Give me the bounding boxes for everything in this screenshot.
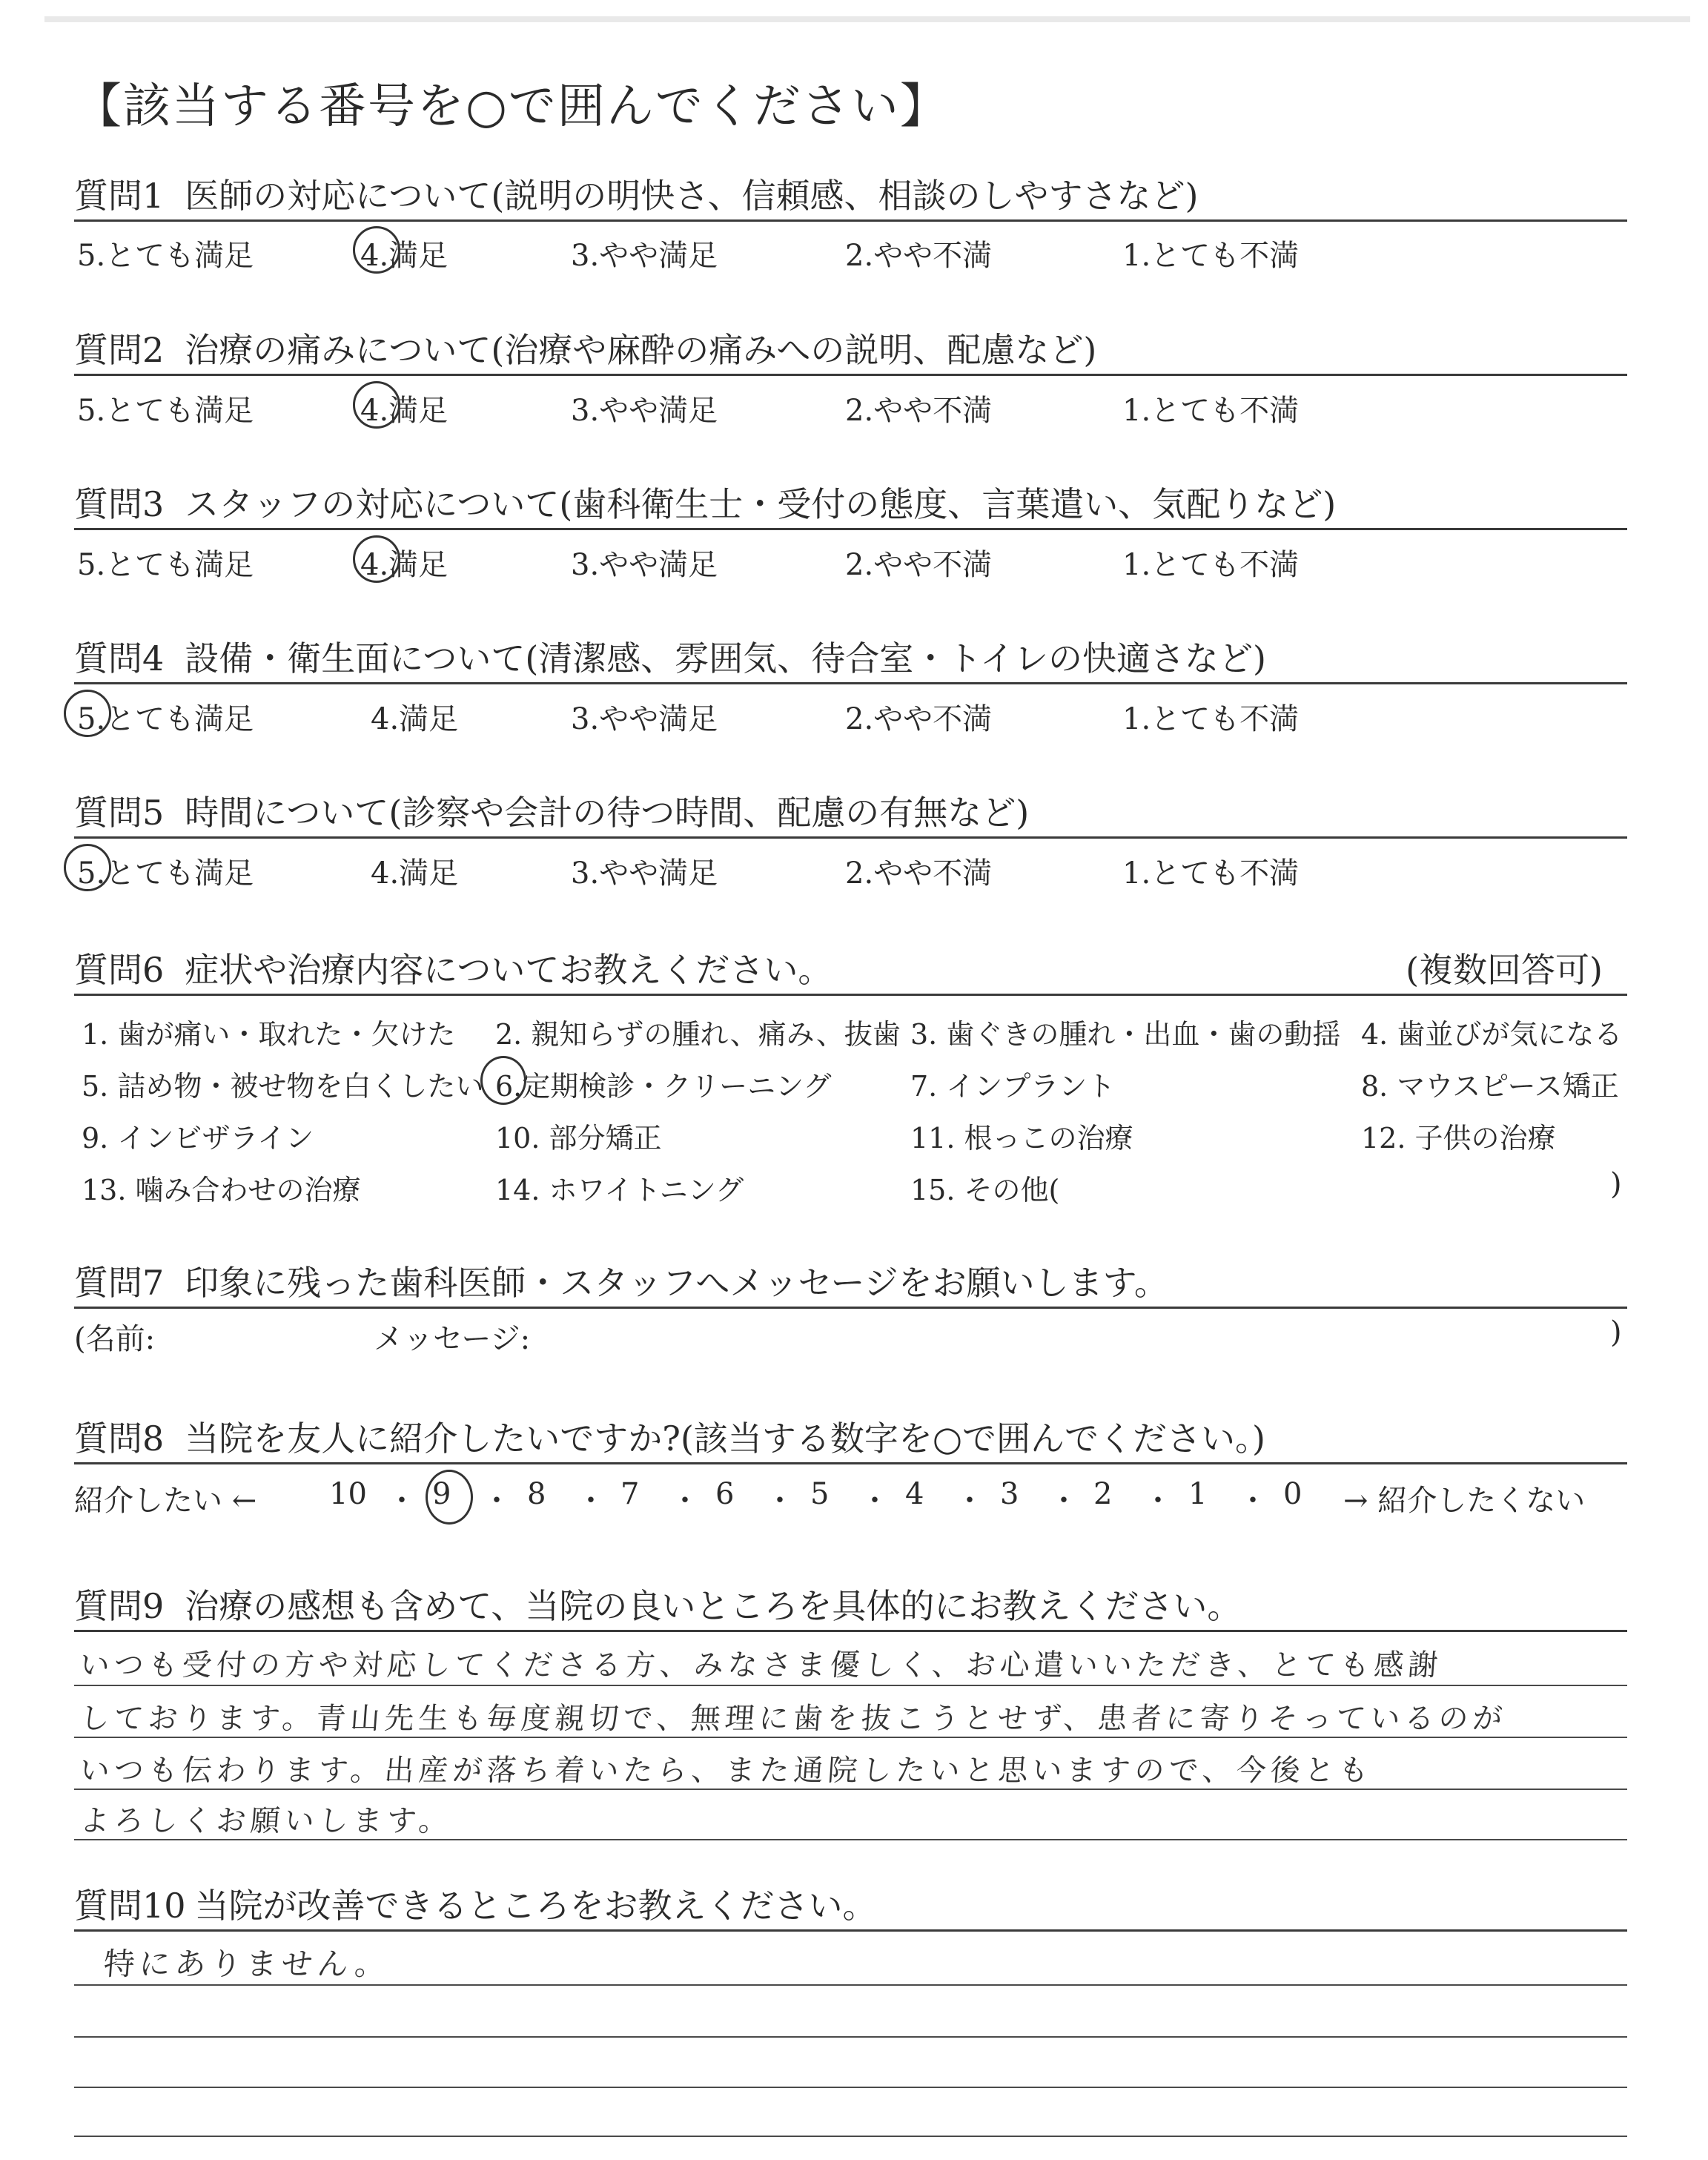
q4-option-5[interactable]: 5.とても満足 (77, 702, 254, 736)
question-2-title (74, 323, 1096, 372)
recommend-left-label: 紹介したい ← (74, 1484, 257, 1518)
question-number: 質問5 (74, 793, 165, 833)
answer-line (74, 2036, 1627, 2038)
scale-value-10[interactable]: 10 (329, 1477, 367, 1511)
question-1-title (74, 169, 1198, 218)
recommend-right-label: → 紹介したくない (1343, 1484, 1586, 1518)
question-8-rule (74, 1462, 1627, 1464)
multiple-answer-note: (複数回答可) (1406, 950, 1603, 990)
q5-option-1[interactable]: 1.とても不満 (1122, 856, 1300, 891)
question-text: 時間について(診察や会計の待つ時間、配慮の有無など) (185, 793, 1030, 833)
q5-option-3[interactable]: 3.やや満足 (571, 856, 718, 891)
q2-option-5[interactable]: 5.とても満足 (77, 394, 254, 428)
question-number: 質問2 (74, 330, 165, 370)
question-text: 設備・衛生面について(清潔感、雰囲気、待合室・トイレの快適さなど) (185, 638, 1266, 678)
question-10-rule (74, 1929, 1627, 1932)
q4-selection-circle (64, 690, 111, 737)
scale-separator-dot: ・ (670, 1484, 700, 1518)
scale-value-1[interactable]: 1 (1188, 1477, 1208, 1511)
question-text: 治療の感想も含めて、当院の良いところを具体的にお教えください。 (185, 1586, 1242, 1626)
q3-option-4[interactable]: 4.満足 (360, 548, 448, 582)
q2-option-3[interactable]: 3.やや満足 (571, 394, 718, 428)
question-text: 当院が改善できるところをお教えください。 (194, 1886, 877, 1926)
scale-value-2[interactable]: 2 (1093, 1477, 1113, 1511)
scale-value-6[interactable]: 6 (715, 1477, 735, 1511)
q1-option-5[interactable]: 5.とても満足 (77, 239, 254, 273)
q6-other-close-paren: ) (1610, 1167, 1622, 1201)
q3-option-1[interactable]: 1.とても不満 (1122, 548, 1300, 582)
question-number: 質問1 (74, 176, 165, 216)
q4-option-4[interactable]: 4.満足 (371, 702, 459, 736)
scale-value-5[interactable]: 5 (810, 1477, 830, 1511)
q5-option-5[interactable]: 5.とても満足 (77, 856, 254, 891)
scale-value-4[interactable]: 4 (905, 1477, 924, 1511)
question-2-rule (74, 374, 1627, 376)
question-text: 症状や治療内容についてお教えください。 (185, 950, 833, 990)
q6-option-6[interactable]: 6.定期検診・クリーニング (495, 1070, 832, 1103)
scale-separator-dot: ・ (576, 1484, 606, 1518)
scale-value-0[interactable]: 0 (1283, 1477, 1302, 1511)
q5-selection-circle (64, 844, 111, 891)
q3-option-5[interactable]: 5.とても満足 (77, 548, 254, 582)
q4-option-2[interactable]: 2.やや不満 (845, 702, 993, 736)
question-text: 医師の対応について(説明の明快さ、信頼感、相談のしやすさなど) (185, 176, 1199, 216)
q6-option-9[interactable]: 9. インビザライン (82, 1122, 314, 1155)
question-3-rule (74, 528, 1627, 530)
question-number: 質問9 (74, 1586, 165, 1626)
q6-option-13[interactable]: 13. 噛み合わせの治療 (82, 1174, 361, 1206)
q10-answer: 特にありません。 (102, 1946, 392, 1982)
q1-option-3[interactable]: 3.やや満足 (571, 239, 718, 273)
question-number: 質問4 (74, 638, 165, 678)
q1-option-4[interactable]: 4.満足 (360, 239, 448, 273)
q4-option-3[interactable]: 3.やや満足 (571, 702, 718, 736)
scale-value-8[interactable]: 8 (527, 1477, 546, 1511)
question-text: スタッフの対応について(歯科衛生士・受付の態度、言葉遣い、気配りなど) (185, 484, 1337, 524)
q6-option-12[interactable]: 12. 子供の治療 (1361, 1122, 1556, 1155)
scale-separator-dot: ・ (1238, 1484, 1268, 1518)
message-close-paren: ) (1610, 1315, 1622, 1350)
q6-option-2[interactable]: 2. 親知らずの腫れ、痛み、抜歯 (495, 1018, 901, 1051)
q4-option-1[interactable]: 1.とても不満 (1122, 702, 1300, 736)
q9-answer-line-3: いつも伝わります。出産が落ち着いたら、また通院したいと思いますので、今後とも (79, 1754, 1374, 1788)
scan-top-edge (44, 16, 1690, 22)
q8-selection-circle (426, 1470, 473, 1525)
question-6-rule (74, 994, 1627, 996)
answer-line (74, 2087, 1627, 2088)
question-number: 質問6 (74, 950, 165, 990)
question-8-title (74, 1412, 1265, 1461)
question-number: 質問10 (74, 1886, 186, 1926)
question-6-title (74, 943, 832, 992)
question-number: 質問3 (74, 484, 165, 524)
question-4-rule (74, 682, 1627, 684)
scale-separator-dot: ・ (387, 1484, 417, 1518)
q6-option-5[interactable]: 5. 詰め物・被せ物を白くしたい (82, 1070, 484, 1103)
question-7-rule (74, 1307, 1627, 1309)
q3-option-2[interactable]: 2.やや不満 (845, 548, 993, 582)
q6-option-3[interactable]: 3. 歯ぐきの腫れ・出血・歯の動揺 (910, 1018, 1341, 1051)
q1-option-1[interactable]: 1.とても不満 (1122, 239, 1300, 273)
q6-selection-circle (480, 1056, 526, 1105)
scale-value-9[interactable]: 9 (432, 1477, 451, 1511)
q6-option-11[interactable]: 11. 根っこの治療 (910, 1122, 1133, 1155)
question-5-title (74, 786, 1029, 835)
message-label: メッセージ: (374, 1322, 531, 1356)
scale-separator-dot: ・ (1049, 1484, 1079, 1518)
q1-option-2[interactable]: 2.やや不満 (845, 239, 993, 273)
question-10-title (74, 1879, 877, 1928)
q6-option-4[interactable]: 4. 歯並びが気になる (1361, 1018, 1623, 1051)
q5-option-4[interactable]: 4.満足 (371, 856, 459, 891)
scale-separator-dot: ・ (482, 1484, 512, 1518)
scale-separator-dot: ・ (955, 1484, 984, 1518)
scale-separator-dot: ・ (765, 1484, 795, 1518)
question-9-title (74, 1579, 1241, 1628)
question-number: 質問7 (74, 1263, 165, 1303)
question-number: 質問8 (74, 1418, 165, 1459)
q3-selection-circle (353, 535, 400, 583)
answer-line (74, 1685, 1627, 1686)
q2-option-1[interactable]: 1.とても不満 (1122, 394, 1300, 428)
q6-option-14[interactable]: 14. ホワイトニング (495, 1174, 744, 1206)
q1-selection-circle (353, 226, 400, 274)
q9-answer-line-1: いつも受付の方や対応してくださる方、みなさま優しく、お心遣いいただき、とても感謝 (79, 1648, 1443, 1682)
scale-value-7[interactable]: 7 (620, 1477, 640, 1511)
answer-line (74, 1984, 1627, 1986)
question-text: 当院を友人に紹介したいですか?(該当する数字を○で囲んでください。) (185, 1418, 1265, 1459)
q2-selection-circle (353, 381, 400, 429)
q2-option-2[interactable]: 2.やや不満 (845, 394, 993, 428)
scale-value-3[interactable]: 3 (1000, 1477, 1019, 1511)
q6-option-7[interactable]: 7. インプラント (910, 1070, 1116, 1103)
q9-answer-line-2: しております。青山先生も毎度親切で、無理に歯を抜こうとせず、患者に寄りそっているのが (79, 1702, 1509, 1736)
answer-line (74, 2136, 1627, 2137)
page-title: 【該当する番号を○で囲んでください】 (74, 79, 949, 134)
q9-answer-line-4: よろしくお願いします。 (79, 1804, 454, 1838)
scale-separator-dot: ・ (1143, 1484, 1173, 1518)
question-3-title (74, 478, 1336, 526)
question-5-rule (74, 836, 1627, 839)
name-label: (名前: (74, 1322, 156, 1356)
question-7-title (74, 1256, 1168, 1305)
q6-option-1[interactable]: 1. 歯が痛い・取れた・欠けた (82, 1018, 456, 1051)
question-9-rule (74, 1630, 1627, 1632)
q6-option-10[interactable]: 10. 部分矯正 (495, 1122, 662, 1155)
q5-option-2[interactable]: 2.やや不満 (845, 856, 993, 891)
question-1-rule (74, 219, 1627, 222)
question-text: 治療の痛みについて(治療や麻酔の痛みへの説明、配慮など) (185, 330, 1097, 370)
question-text: 印象に残った歯科医師・スタッフへメッセージをお願いします。 (185, 1263, 1168, 1303)
question-4-title (74, 632, 1266, 681)
scale-separator-dot: ・ (860, 1484, 890, 1518)
q6-option-15[interactable]: 15. その他( (910, 1174, 1060, 1206)
q3-option-3[interactable]: 3.やや満足 (571, 548, 718, 582)
q2-option-4[interactable]: 4.満足 (360, 394, 448, 428)
q6-option-8[interactable]: 8. マウスピース矯正 (1361, 1070, 1619, 1103)
